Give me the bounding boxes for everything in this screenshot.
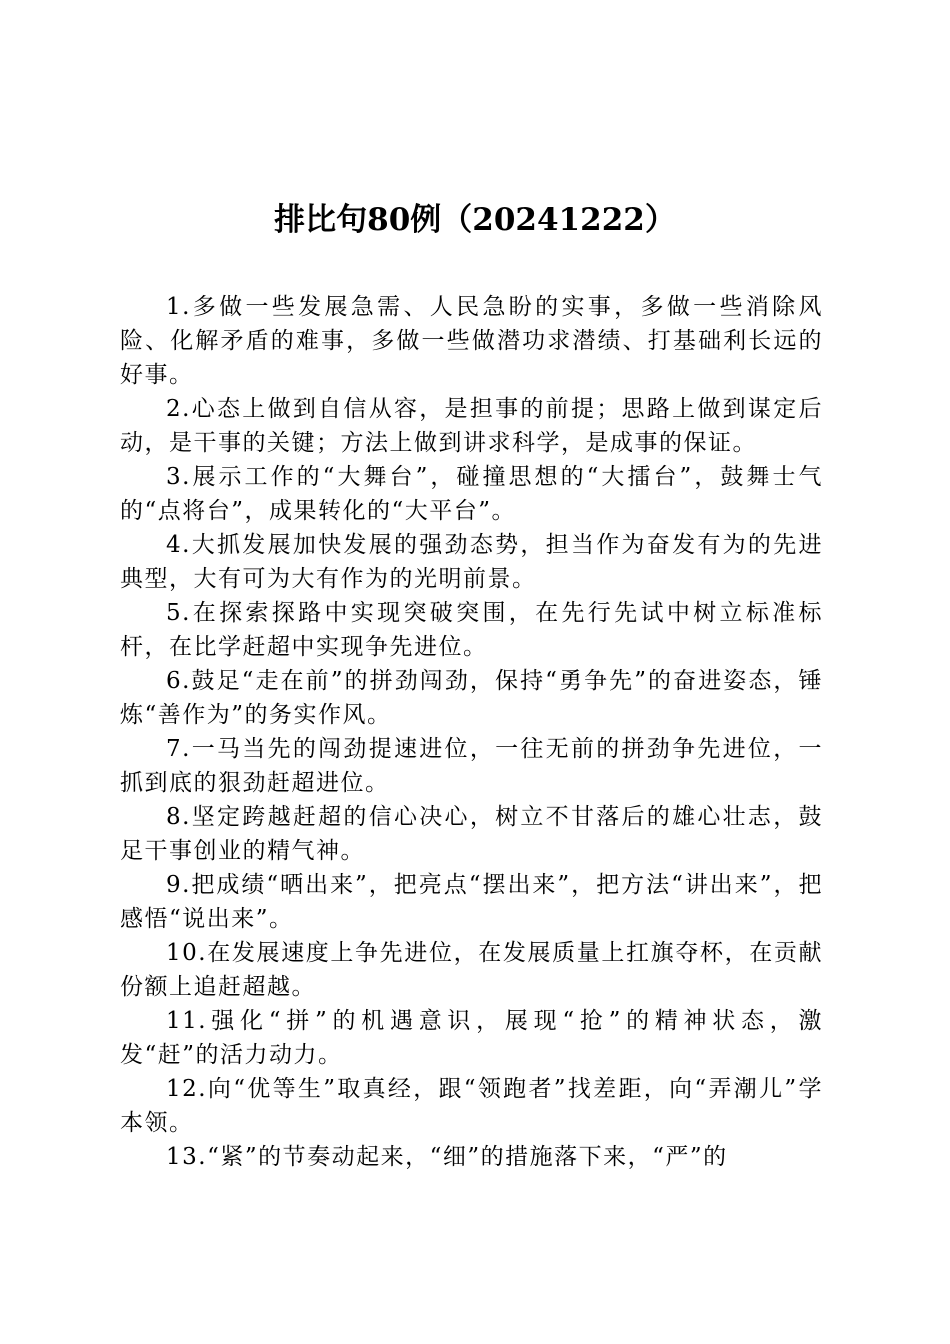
list-item: 2.心态上做到自信从容，是担事的前提；思路上做到谋定后动，是干事的关键；方法上做到讲求科学，是成事的保证。: [120, 396, 823, 456]
list-item: 8.坚定跨越赶超的信心决心，树立不甘落后的雄心壮志，鼓足干事创业的精气神。: [120, 804, 823, 864]
list-item: 11.强化“拼”的机遇意识，展现“抢”的精神状态，激发“赶”的活力动力。: [120, 1008, 823, 1068]
list-item: 5.在探索探路中实现突破突围，在先行先试中树立标准标杆，在比学赶超中实现争先进位。: [120, 600, 823, 660]
list-item: 12.向“优等生”取真经，跟“领跑者”找差距，向“弄潮儿”学本领。: [120, 1076, 823, 1136]
list-item: 7.一马当先的闯劲提速进位，一往无前的拼劲争先进位，一抓到底的狠劲赶超进位。: [120, 736, 823, 796]
list-item: 6.鼓足“走在前”的拼劲闯劲，保持“勇争先”的奋进姿态，锤炼“善作为”的务实作风。: [120, 668, 823, 728]
list-item: 10.在发展速度上争先进位，在发展质量上扛旗夺杯，在贡献份额上追赶超越。: [120, 940, 823, 1000]
list-item: 13.“紧”的节奏动起来，“细”的措施落下来，“严”的: [166, 1144, 728, 1170]
document-body: [120, 290, 823, 1174]
list-item: 3.展示工作的“大舞台”，碰撞思想的“大擂台”，鼓舞士气的“点将台”，成果转化的“大平台”。: [120, 464, 823, 524]
document-title: 排比句80例（20241222）: [274, 202, 676, 238]
list-item: 9.把成绩“晒出来”，把亮点“摆出来”，把方法“讲出来”，把感悟“说出来”。: [120, 872, 823, 932]
list-item: 4.大抓发展加快发展的强劲态势，担当作为奋发有为的先进典型，大有可为大有作为的光明前景。: [120, 532, 823, 592]
list-item: 1.多做一些发展急需、人民急盼的实事，多做一些消除风险、化解矛盾的难事，多做一些做潜功求潜绩、打基础利长远的好事。: [120, 294, 823, 388]
